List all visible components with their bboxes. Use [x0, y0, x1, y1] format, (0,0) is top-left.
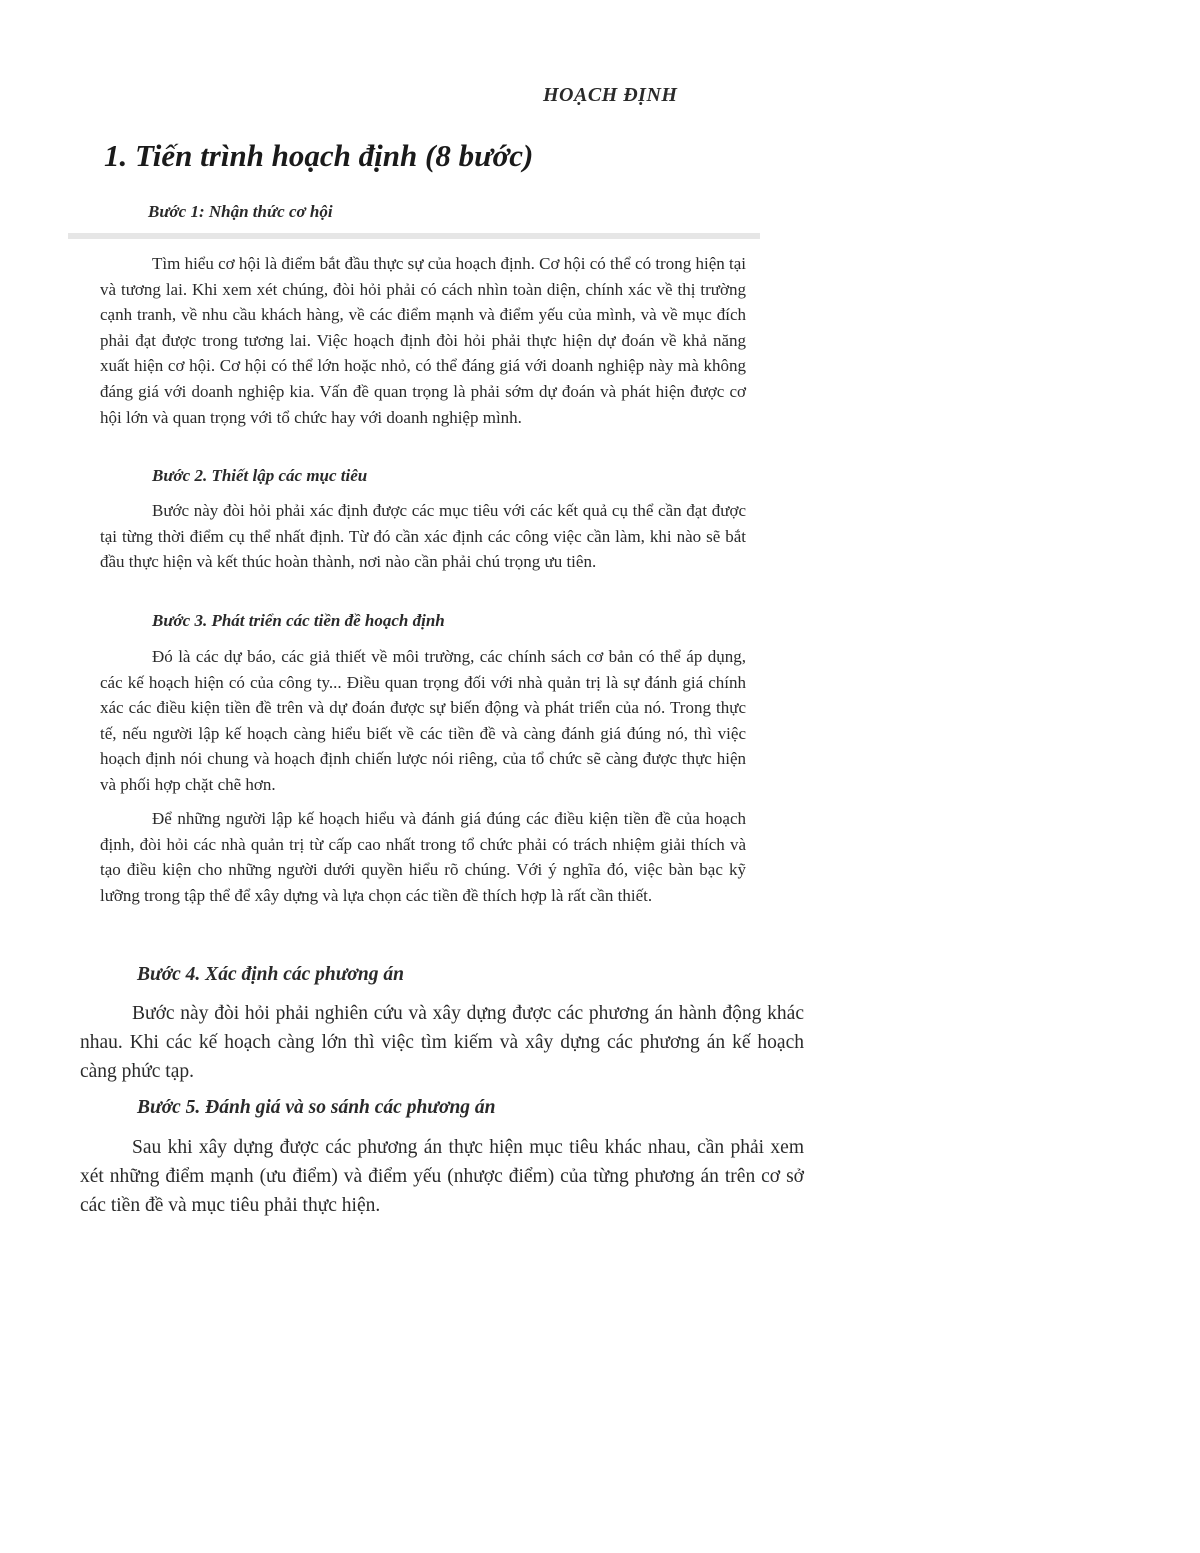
step-4-paragraph: Bước này đòi hỏi phải nghiên cứu và xây dựng được các phương án hành động khác nhau. Khi các kế hoạch càng lớn thì việc tìm kiếm và xây dựng các phương án kế hoạch càng phức tạp.: [80, 1003, 804, 1082]
step-3-heading: Bước 3. Phát triển các tiền đề hoạch định: [152, 611, 445, 630]
step-2-heading: Bước 2. Thiết lập các mục tiêu: [152, 466, 368, 485]
step-2-paragraph: Bước này đòi hỏi phải xác định được các mục tiêu với các kết quả cụ thể cần đạt được tại từng thời điểm cụ thể nhất định. Từ đó cần xác định các công việc cần làm, khi nào sẽ bắt đầu thực hiện và kết thúc hoàn thành, nơi nào cần phải chú trọng ưu tiên.: [100, 501, 746, 572]
step-5-heading: Bước 5. Đánh giá và so sánh các phương án: [137, 1097, 496, 1118]
step-5-paragraph: Sau khi xây dựng được các phương án thực hiện mục tiêu khác nhau, cần phải xem xét những điểm mạnh (ưu điểm) và điểm yếu (nhược điểm) của từng phương án trên cơ sở các tiền đề và mục tiêu phải thực hiện.: [80, 1137, 804, 1216]
section-title: 1. Tiến trình hoạch định (8 bước): [104, 138, 534, 173]
step-4-heading: Bước 4. Xác định các phương án: [137, 964, 404, 985]
document-header: HOẠCH ĐỊNH: [543, 84, 678, 106]
step-3-paragraph-2: Để những người lập kế hoạch hiểu và đánh giá đúng các điều kiện tiền đề của hoạch định, đòi hỏi các nhà quản trị từ cấp cao nhất trong tổ chức phải có trách nhiệm giải thích và tạo điều kiện cho những người dưới quyền hiểu rõ chúng. Với ý nghĩa đó, việc bàn bạc kỹ lưỡng trong tập thể để xây dựng và lựa chọn các tiền đề thích hợp là rất cần thiết.: [100, 809, 746, 905]
divider: [68, 233, 760, 239]
step-1-heading: Bước 1: Nhận thức cơ hội: [148, 202, 333, 221]
step-1-paragraph: Tìm hiểu cơ hội là điểm bắt đầu thực sự của hoạch định. Cơ hội có thể có trong hiện tại và tương lai. Khi xem xét chúng, đòi hỏi phải có cách nhìn toàn diện, chính xác về thị trường cạnh tranh, về nhu cầu khách hàng, về các điểm mạnh và điểm yếu của mình, và về mục đích phải đạt được trong tương lai. Việc hoạch định đòi hỏi phải thực hiện dự đoán về khả năng xuất hiện cơ hội. Cơ hội có thể lớn hoặc nhỏ, có thể đáng giá với doanh nghiệp này mà không đáng giá với doanh nghiệp kia. Vấn đề quan trọng là phải sớm dự đoán và phát hiện được cơ hội lớn và quan trọng với tổ chức hay với doanh nghiệp mình.: [100, 254, 746, 427]
step-3-paragraph-1: Đó là các dự báo, các giả thiết về môi trường, các chính sách cơ bản có thể áp dụng, các kế hoạch hiện có của công ty... Điều quan trọng đối với nhà quản trị là sự đánh giá chính xác các điều kiện tiền đề trên và dự đoán được sự biến động và phát triển của nó. Trong thực tế, nếu người lập kế hoạch càng hiểu biết về các tiền đề và càng đánh giá đúng nó, thì việc hoạch định nói chung và hoạch định chiến lược nói riêng, của tổ chức sẽ càng được thực hiện và phối hợp chặt chẽ hơn.: [100, 647, 746, 794]
